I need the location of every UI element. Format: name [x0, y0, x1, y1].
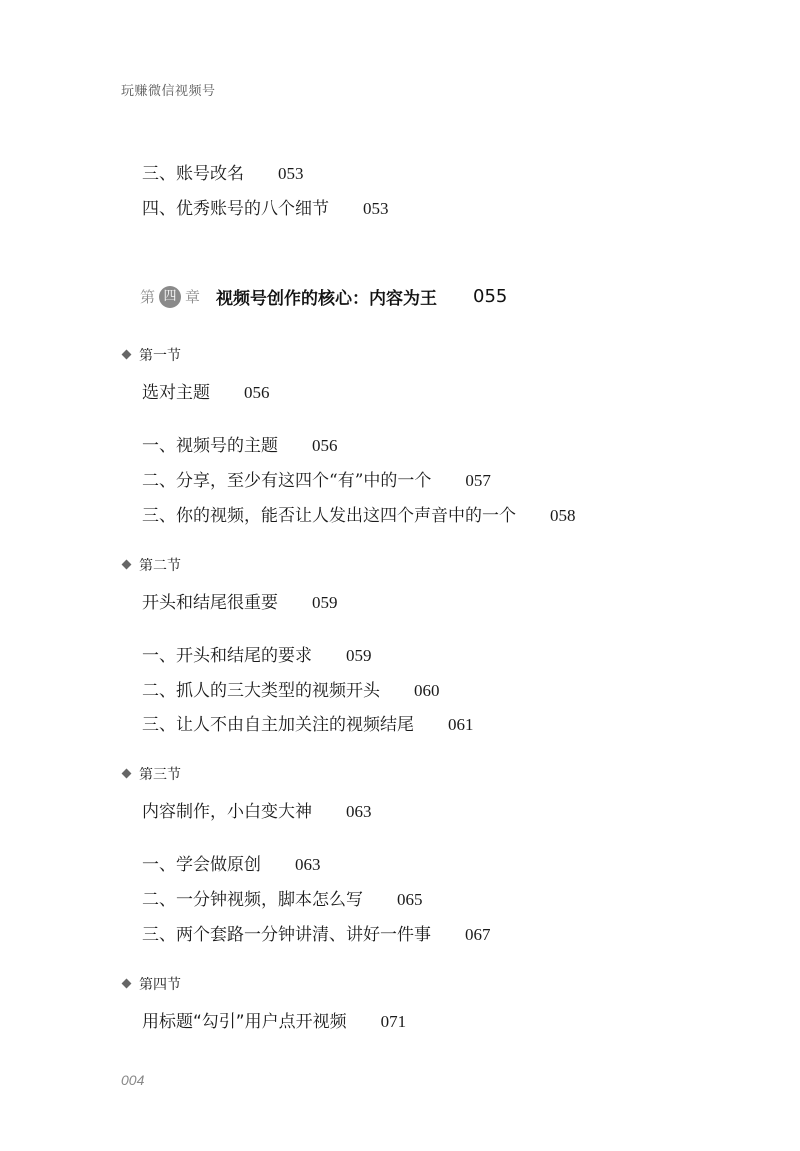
toc-item[interactable] — [142, 194, 389, 219]
toc-item-text: 二、分享，至少有这四个“有”中的一个 — [142, 471, 432, 491]
toc-item-page: 053 — [278, 164, 304, 183]
section-page: 063 — [346, 802, 372, 821]
diamond-bullet-icon — [122, 768, 132, 778]
toc-item-page: 067 — [465, 925, 491, 944]
toc-item[interactable] — [142, 466, 491, 491]
toc-item-page: 060 — [414, 681, 440, 700]
toc-item-text: 三、两个套路一分钟讲清、讲好一件事 — [142, 925, 431, 945]
chapter-prefix: 第 — [140, 288, 156, 306]
page-number: 004 — [121, 1072, 145, 1088]
toc-item-page: 056 — [312, 436, 338, 455]
section-page: 071 — [380, 1012, 407, 1031]
toc-item[interactable] — [142, 641, 372, 666]
toc-item-text: 三、你的视频，能否让人发出这四个声音中的一个 — [142, 506, 516, 526]
toc-item-text: 一、开头和结尾的要求 — [142, 646, 312, 666]
chapter-heading[interactable] — [140, 284, 507, 309]
toc-item[interactable] — [142, 885, 423, 910]
section-label: 第一节 — [123, 345, 181, 365]
section-title[interactable]: 开头和结尾很重要 059 — [142, 593, 338, 613]
toc-item-text: 四、优秀账号的八个细节 — [142, 199, 329, 219]
chapter-title: 视频号创作的核心：内容为王 — [216, 289, 438, 309]
section-title[interactable]: 用标题“勾引”用户点开视频 071 — [142, 1012, 407, 1032]
toc-item[interactable] — [142, 710, 474, 735]
toc-item-text: 三、账号改名 — [142, 164, 244, 184]
chapter-page: 055 — [473, 286, 508, 307]
toc-item-page: 063 — [295, 855, 321, 874]
diamond-bullet-icon — [122, 349, 132, 359]
chapter-number-badge: 四 — [159, 286, 181, 308]
toc-item[interactable] — [142, 676, 440, 701]
diamond-bullet-icon — [122, 559, 132, 569]
toc-item-page: 058 — [550, 506, 576, 525]
toc-item-page: 065 — [397, 890, 423, 909]
toc-item-text: 一、学会做原创 — [142, 855, 261, 875]
section-label: 第四节 — [123, 974, 181, 994]
toc-item[interactable] — [142, 850, 321, 875]
toc-item-page: 053 — [363, 199, 389, 218]
diamond-bullet-icon — [122, 978, 132, 988]
toc-item-page: 057 — [465, 471, 491, 490]
section-label: 第二节 — [123, 555, 181, 575]
section-page: 059 — [312, 593, 338, 612]
toc-item[interactable] — [142, 501, 576, 526]
toc-item[interactable] — [142, 431, 338, 456]
section-page: 056 — [244, 383, 270, 402]
section-title[interactable]: 选对主题 056 — [142, 383, 270, 403]
toc-item-text: 一、视频号的主题 — [142, 436, 278, 456]
toc-item-text: 二、一分钟视频，脚本怎么写 — [142, 890, 363, 910]
toc-item[interactable] — [142, 159, 304, 184]
running-header: 玩赚微信视频号 — [121, 84, 216, 99]
toc-item-text: 二、抓人的三大类型的视频开头 — [142, 681, 380, 701]
chapter-suffix: 章 — [185, 288, 201, 306]
toc-item-text: 三、让人不由自主加关注的视频结尾 — [142, 715, 414, 735]
section-label: 第三节 — [123, 764, 181, 784]
toc-item-page: 061 — [448, 715, 474, 734]
section-title[interactable]: 内容制作，小白变大神 063 — [142, 802, 372, 822]
toc-item-page: 059 — [346, 646, 372, 665]
toc-item[interactable] — [142, 920, 491, 945]
